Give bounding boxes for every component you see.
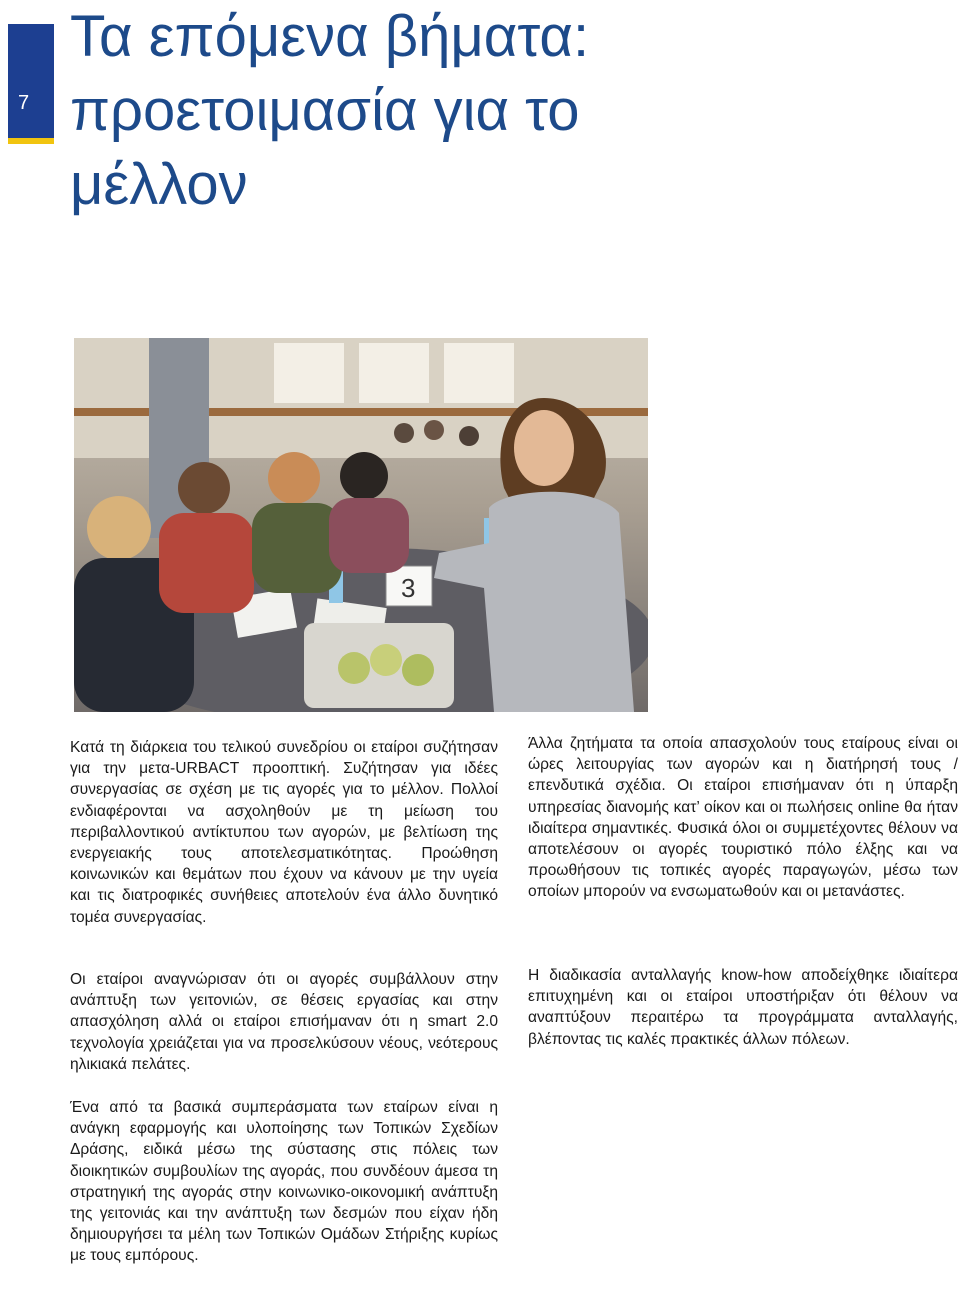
tab-accent-stripe <box>8 138 54 144</box>
standing-person-face <box>514 410 574 486</box>
apple <box>370 644 402 676</box>
paragraph-key-conclusions: Ένα από τα βασικά συμπεράσματα των εταίρων είναι η ανάγκη εφαρμογής και υλοποίησης των Τοπικών Σχεδίων Δράσης, ειδικά μέσω της σύστασης στις πόλεις των διοικητικών συμβουλίων της αγοράς, που συνδέουν άμεσα τη στρατηγική της αγοράς στην κοινωνικο-οικονομική ανάπτυξη της γειτονιάς και την ανάπτυξη των δεσμών που είχαν ήδη δημιουργήσει τα μέλη των Τοπικών Ομάδων Στήριξης κυρίως με τους εμπόρους. <box>70 1099 498 1265</box>
person-head <box>268 452 320 504</box>
person-head <box>459 426 479 446</box>
paragraph-know-how-exchange: Η διαδικασία ανταλλαγής know-how αποδείχθηκε ιδιαίτερα επιτυχημένη και οι εταίροι υποστήριξαν ότι θέλουν να αναπτύξουν περαιτέρω τα προγράμματα ανταλλαγής, βλέποντας τις καλές πρακτικές άλλων πόλεων. <box>528 967 958 1048</box>
paragraph-other-issues: Άλλα ζητήματα τα οποία απασχολούν τους εταίρους είναι οι ώρες λειτουργίας των αγορών και η διατήρησή τους / επενδυτικά σχέδια. Οι εταίροι επισήμαναν ότι η ύπαρξη υπηρεσίας διανομής κατ’ οίκον και οι πωλήσεις online θα ήταν ιδιαίτερα σημαντικές. Φυσικά όλοι οι συμμετέχοντες θέλουν να αποτελέσουν οι αγορές τουριστικό πόλο έλξης και να προωθήσουν τις τοπικές αγορές παραγωγών, μέσω των οποίων μπορούν να ενσωματωθούν και οι μετανάστες. <box>528 735 958 901</box>
workshop-photo-illustration <box>74 338 648 712</box>
person-seated <box>252 503 342 593</box>
person-head <box>340 452 388 500</box>
page-number: 7 <box>18 92 30 114</box>
person-seated <box>159 513 254 613</box>
page-title: Τα επόμενα βήματα: προετοιμασία για το μέλλον <box>70 4 590 217</box>
apple <box>338 652 370 684</box>
window <box>359 343 429 403</box>
page-number-tab <box>8 24 54 144</box>
person-head <box>424 420 444 440</box>
workshop-photo <box>74 338 648 712</box>
person-head <box>178 462 230 514</box>
person-head <box>394 423 414 443</box>
window <box>274 343 344 403</box>
paragraph-markets-neighbourhoods: Οι εταίροι αναγνώρισαν ότι οι αγορές συμβάλλουν στην ανάπτυξη των γειτονιών, σε θέσεις εργασίας και στην απασχόληση αλλά οι εταίροι επισήμαναν ότι η smart 2.0 τεχνολογία χρειάζεται για να προσελκύσουν νέους, νεότερους ηλικιακά πελάτες. <box>70 971 498 1073</box>
table-number-text: 3 <box>401 573 416 603</box>
window <box>444 343 514 403</box>
person-head <box>87 496 151 560</box>
paragraph-post-urbact-discussion: Κατά τη διάρκεια του τελικού συνεδρίου οι εταίροι συζήτησαν για την μετα-URBACT προοπτική. Συζήτησαν για ιδέες συνεργασίας σε σχέση με τις αγορές για το μέλλον. Πολλοί ενδιαφέρονται να ασχοληθούν με τη μείωση του περιβαλλοντικού αντίκτυπου των αγορών, με βελτίωση της ενεργειακής τους αποτελεσματικότητας. Προώθηση κοινωνικών και θεμάτων που έχουν να κάνουν με την υγεία και τις διατροφικές συνήθειες αποτελούν ένα άλλο δυνητικό τομέα συνεργασίας. <box>70 739 498 926</box>
person-seated <box>329 498 409 573</box>
apple <box>402 654 434 686</box>
